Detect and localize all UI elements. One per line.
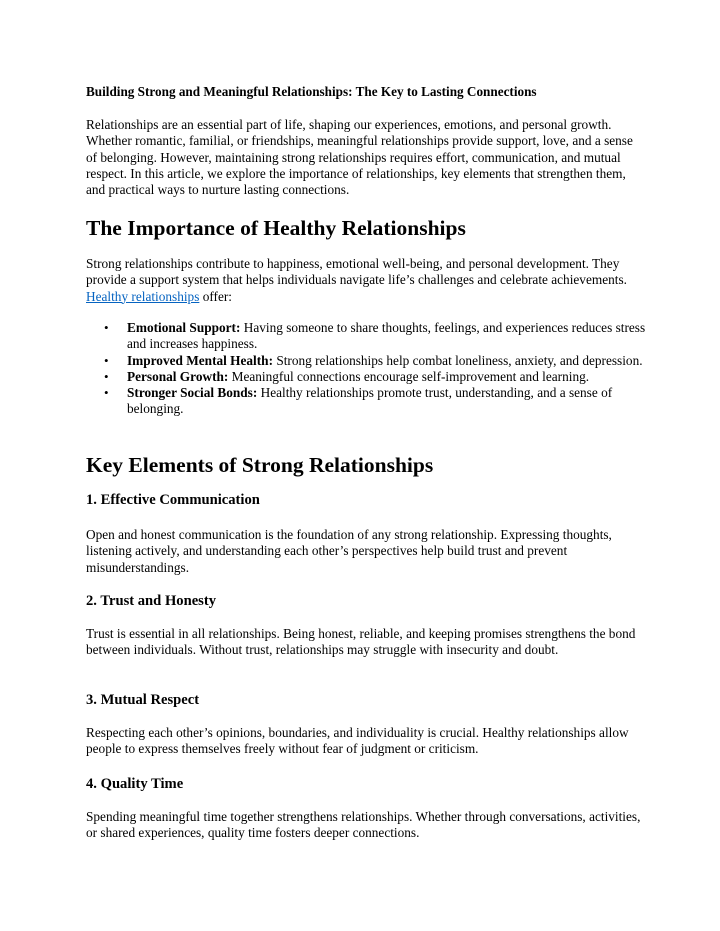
healthy-relationships-link[interactable]: Healthy relationships (86, 288, 200, 304)
trust-paragraph: Trust is essential in all relationships. Being honest, reliable, and keeping promises strengthens the bond between individuals. Without trust, relationships may struggle with insecurity and doubt. (86, 626, 636, 658)
subsection-heading-communication: 1. Effective Communication (86, 492, 260, 508)
section-heading-key-elements: Key Elements of Strong Relationships (86, 453, 434, 477)
importance-text-end: offer: (199, 288, 232, 304)
list-item (86, 320, 646, 353)
list-item-text: Healthy relationships promote trust, understanding, and a sense of belonging. (127, 385, 613, 417)
quality-time-paragraph: Spending meaningful time together strengthens relationships. Whether through conversations, activities, or shared experiences, quality time fosters deeper connections. (86, 809, 641, 841)
benefits-list (86, 320, 646, 418)
list-item-text: Strong relationships help combat loneliness, anxiety, and depression. (273, 352, 643, 368)
intro-paragraph: Relationships are an essential part of life, shaping our experiences, emotions, and personal growth. Whether romantic, familial, or friendships, meaningful relationships provide support, love, and a sense of belonging. However, maintaining strong relationships requires effort, communication, and mutual respect. In this article, we explore the importance of relationships, key elements that strengthen them, and practical ways to nurture lasting connections. (86, 117, 633, 198)
subsection-heading-trust: 2. Trust and Honesty (86, 593, 217, 609)
document-title: Building Strong and Meaningful Relationships: The Key to Lasting Connections (86, 84, 537, 99)
subsection-heading-quality-time: 4. Quality Time (86, 776, 184, 792)
list-item-text: Meaningful connections encourage self-improvement and learning. (228, 368, 590, 384)
bullet-icon: • (104, 368, 109, 384)
list-item (86, 385, 646, 418)
list-item-term: Emotional Support: (127, 320, 241, 335)
subsection-heading-respect: 3. Mutual Respect (86, 692, 200, 708)
list-item (86, 353, 646, 369)
communication-paragraph: Open and honest communication is the foundation of any strong relationship. Expressing thoughts, listening actively, and understanding each other’s perspectives help build trust and prevent misunderstandings. (86, 527, 612, 575)
importance-text: Strong relationships contribute to happiness, emotional well-being, and personal development. They provide a support system that helps individuals navigate life’s challenges and celebrate achievements. (86, 256, 627, 288)
section-heading-importance: The Importance of Healthy Relationships (86, 216, 466, 240)
bullet-icon: • (104, 320, 109, 335)
list-item-text: Having someone to share thoughts, feelings, and experiences reduces stress and increases happiness. (127, 320, 646, 352)
list-item (86, 369, 646, 385)
importance-paragraph (86, 256, 646, 305)
respect-paragraph: Respecting each other’s opinions, boundaries, and individuality is crucial. Healthy relationships allow people to express themselves freely without fear of judgment or criticism. (86, 725, 629, 757)
list-item-term: Improved Mental Health: (127, 352, 274, 368)
bullet-icon: • (104, 385, 109, 401)
list-item-term: Stronger Social Bonds: (127, 385, 258, 401)
bullet-icon: • (104, 352, 109, 368)
list-item-term: Personal Growth: (127, 368, 229, 384)
